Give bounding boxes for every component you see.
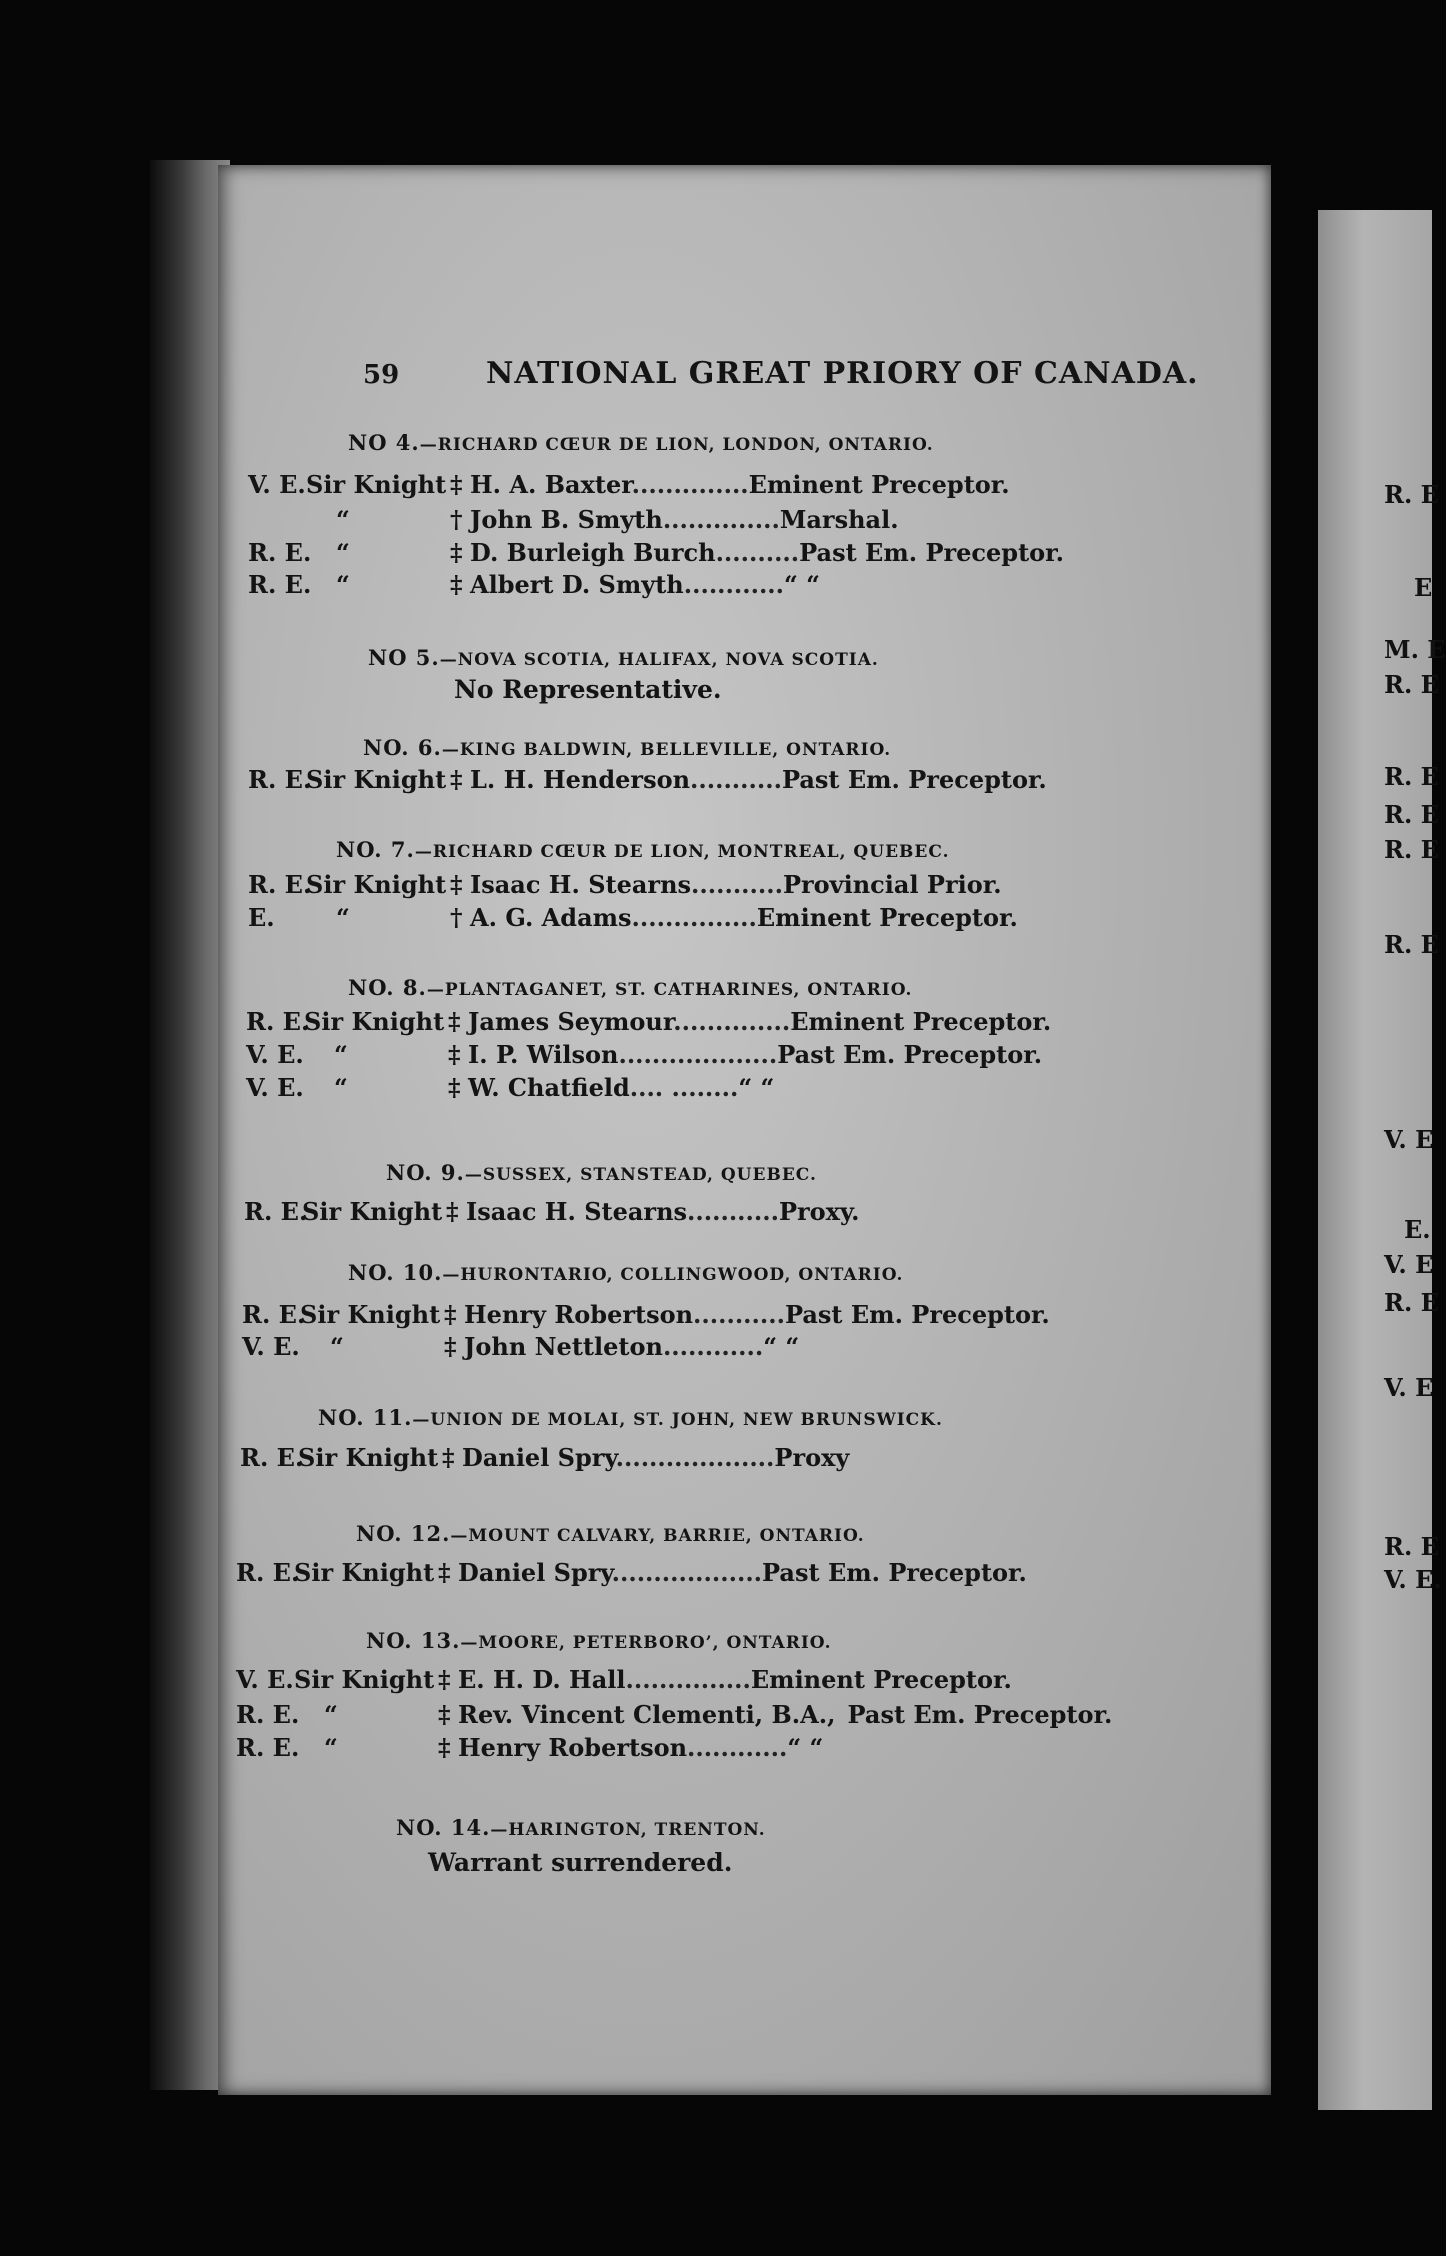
officer-title: Sir Knight [294, 1558, 435, 1587]
section-number: NO. 7. [336, 837, 415, 862]
officer-rank: R. E. [246, 1007, 310, 1036]
officer-line [458, 1558, 1027, 1587]
officer-office: Proxy [774, 1443, 850, 1472]
officer-name: I. P. Wilson [468, 1040, 619, 1069]
dot-leader: ............ [662, 1332, 764, 1361]
section-lodge: —MOORE, PETERBORO’, ONTARIO. [460, 1633, 832, 1653]
adjacent-fragment: M. E [1384, 635, 1446, 664]
section-heading [348, 975, 912, 1000]
officer-mark: ‡ [448, 1040, 461, 1069]
officer-name: W. Chatfield [468, 1073, 630, 1102]
officer-mark: ‡ [438, 1700, 451, 1729]
officer-line [470, 470, 1010, 499]
adjacent-fragment: V. E [1384, 1125, 1434, 1154]
adjacent-fragment: V. E [1384, 1250, 1434, 1279]
dot-leader: ........... [693, 1300, 785, 1329]
dot-leader: .............. [662, 505, 780, 534]
dot-leader: .......... [715, 538, 800, 567]
officer-mark: ‡ [444, 1332, 457, 1361]
officer-office: Marshal. [779, 505, 899, 534]
officer-title: “ [336, 505, 350, 534]
officer-line [468, 1073, 774, 1102]
page-content [218, 165, 1271, 2095]
adjacent-fragment: R. E [1384, 1532, 1439, 1561]
officer-title: “ [334, 1040, 348, 1069]
officer-name: Albert D. Smyth [470, 570, 684, 599]
dot-leader: ........... [690, 765, 782, 794]
officer-rank: R. E. [248, 870, 312, 899]
section-heading [348, 430, 934, 455]
officer-title: Sir Knight [302, 1197, 443, 1226]
officer-line [466, 1197, 860, 1226]
officer-mark: ‡ [442, 1443, 455, 1472]
section-number: NO. 10. [348, 1260, 443, 1285]
officer-rank: R. E. [244, 1197, 308, 1226]
officer-name: Henry Robertson [464, 1300, 694, 1329]
adjacent-fragment: E. [1404, 1215, 1431, 1244]
officer-office: Eminent Preceptor. [790, 1007, 1052, 1036]
officer-entry [236, 1558, 1027, 1588]
officer-line [470, 903, 1018, 932]
officer-entry [246, 1073, 1006, 1103]
officer-rank: V. E. [242, 1332, 300, 1361]
section-note: Warrant surrendered. [428, 1848, 733, 1877]
section-lodge: —RICHARD CŒUR DE LION, MONTREAL, QUEBEC. [414, 842, 950, 862]
section-lodge: —MOUNT CALVARY, BARRIE, ONTARIO. [450, 1526, 865, 1546]
officer-rank: R. E. [240, 1443, 304, 1472]
officer-mark: ‡ [438, 1558, 451, 1587]
section-lodge: —SUSSEX, STANSTEAD, QUEBEC. [464, 1165, 817, 1185]
officer-rank: R. E. [248, 570, 312, 599]
adjacent-fragment: R. E [1384, 835, 1439, 864]
officer-name: D. Burleigh Burch [470, 538, 716, 567]
adjacent-fragment: E [1414, 573, 1433, 602]
officer-name: James Seymour [468, 1007, 674, 1036]
officer-entry [236, 1733, 996, 1763]
officer-name: Daniel Spry [458, 1558, 612, 1587]
adjacent-fragment: V. E. [1384, 1565, 1442, 1594]
section-heading [386, 1160, 817, 1185]
officer-entry [248, 470, 1008, 500]
dot-leader: .... ........ [629, 1073, 739, 1102]
section-heading [396, 1815, 766, 1840]
officer-office: Past Em. Preceptor. [777, 1040, 1043, 1069]
officer-name: Henry Robertson [458, 1733, 688, 1762]
officer-entry [246, 1040, 1043, 1070]
officer-mark: ‡ [438, 1665, 451, 1694]
officer-rank: R. E. [236, 1558, 300, 1587]
section-heading [366, 1628, 832, 1653]
officer-title: Sir Knight [306, 765, 447, 794]
officer-title: Sir Knight [304, 1007, 445, 1036]
officer-mark: ‡ [438, 1733, 451, 1762]
officer-title: Sir Knight [306, 470, 447, 499]
officer-entry [242, 1300, 1050, 1330]
officer-mark: † [450, 903, 463, 932]
officer-rank: R. E. [248, 538, 312, 567]
officer-rank: V. E. [236, 1665, 294, 1694]
officer-title: Sir Knight [306, 870, 447, 899]
officer-office: Past Em. Preceptor. [847, 1700, 1113, 1729]
officer-line [462, 1443, 849, 1472]
adjacent-fragment: R. E [1384, 670, 1439, 699]
adjacent-fragment: R. E [1384, 762, 1439, 791]
dot-leader: ........... [687, 1197, 779, 1226]
section-heading [356, 1521, 865, 1546]
dot-leader: .............. [673, 1007, 791, 1036]
officer-name: Rev. Vincent Clementi, B.A., [458, 1700, 836, 1729]
dot-leader: .................. [611, 1558, 763, 1587]
officer-rank: V. E. [246, 1073, 304, 1102]
section-lodge: —RICHARD CŒUR DE LION, LONDON, ONTARIO. [419, 435, 934, 455]
officer-office: Eminent Preceptor. [756, 903, 1018, 932]
officer-office: “ “ [784, 570, 820, 599]
officer-rank: R. E. [236, 1733, 300, 1762]
section-lodge: —HARINGTON, TRENTON. [490, 1820, 766, 1840]
officer-rank: V. E. [246, 1040, 304, 1069]
officer-name: H. A. Baxter [470, 470, 632, 499]
dot-leader: ................... [618, 1040, 778, 1069]
officer-entry [246, 1007, 1052, 1037]
officer-title: “ [324, 1700, 338, 1729]
officer-line [464, 1300, 1050, 1329]
officer-name: Isaac H. Stearns [466, 1197, 688, 1226]
section-number: NO. 13. [366, 1628, 461, 1653]
officer-mark: ‡ [448, 1073, 461, 1102]
running-head: NATIONAL GREAT PRIORY OF CANADA. [486, 356, 1199, 391]
book-page [218, 165, 1271, 2095]
officer-mark: ‡ [450, 538, 463, 567]
officer-mark: ‡ [450, 470, 463, 499]
officer-title: “ [334, 1073, 348, 1102]
section-lodge: —NOVA SCOTIA, HALIFAX, NOVA SCOTIA. [439, 650, 879, 670]
officer-title: Sir Knight [298, 1443, 439, 1472]
adjacent-fragment: R. E [1384, 930, 1439, 959]
section-note: No Representative. [454, 675, 722, 704]
officer-name: Isaac H. Stearns [470, 870, 692, 899]
officer-mark: ‡ [450, 765, 463, 794]
officer-line [470, 505, 899, 534]
section-number: NO 4. [348, 430, 420, 455]
adjacent-page-edge [1318, 210, 1446, 2110]
officer-title: Sir Knight [300, 1300, 441, 1329]
officer-mark: ‡ [450, 870, 463, 899]
officer-line [458, 1665, 1012, 1694]
officer-name: John Nettleton [464, 1332, 663, 1361]
officer-mark: ‡ [444, 1300, 457, 1329]
officer-title: Sir Knight [294, 1665, 435, 1694]
section-heading [336, 837, 950, 862]
officer-office: Eminent Preceptor. [750, 1665, 1012, 1694]
officer-line [470, 870, 1002, 899]
section-number: NO. 8. [348, 975, 427, 1000]
officer-office: Past Em. Preceptor. [784, 1300, 1050, 1329]
officer-title: “ [336, 538, 350, 567]
adjacent-fragment: R. E [1384, 480, 1439, 509]
officer-line [464, 1332, 799, 1361]
officer-entry [242, 1332, 1002, 1362]
officer-mark: † [450, 505, 463, 534]
dot-leader: ................... [615, 1443, 775, 1472]
officer-entry [248, 903, 1018, 933]
officer-office: “ “ [763, 1332, 800, 1361]
officer-title: “ [324, 1733, 338, 1762]
officer-rank: V. E. [248, 470, 306, 499]
section-number: NO. 12. [356, 1521, 451, 1546]
officer-rank: E. [248, 903, 275, 932]
officer-title: “ [336, 903, 350, 932]
officer-name: John B. Smyth [470, 505, 663, 534]
officer-office: “ “ [787, 1733, 824, 1762]
section-lodge: —UNION DE MOLAI, ST. JOHN, NEW BRUNSWICK. [412, 1410, 943, 1430]
dot-leader: ............... [625, 1665, 751, 1694]
adjacent-fragment: R. E [1384, 1288, 1439, 1317]
officer-line [458, 1733, 823, 1762]
dot-leader: ............ [683, 570, 785, 599]
officer-name: L. H. Henderson [470, 765, 691, 794]
section-heading [318, 1405, 943, 1430]
section-number: NO 5. [368, 645, 440, 670]
officer-office: Eminent Preceptor. [748, 470, 1010, 499]
officer-entry [236, 1665, 1012, 1695]
adjacent-fragment: V. E [1384, 1373, 1434, 1402]
officer-line [458, 1700, 1112, 1729]
officer-entry [248, 570, 1008, 600]
officer-name: A. G. Adams [470, 903, 632, 932]
officer-office: Proxy. [778, 1197, 860, 1226]
officer-office: Provincial Prior. [782, 870, 1002, 899]
officer-office: “ “ [738, 1073, 775, 1102]
section-number: NO. 6. [363, 735, 442, 760]
section-number: NO. 14. [396, 1815, 491, 1840]
officer-mark: ‡ [448, 1007, 461, 1036]
officer-entry [248, 870, 1008, 900]
section-number: NO. 11. [318, 1405, 413, 1430]
section-lodge: —KING BALDWIN, BELLEVILLE, ONTARIO. [441, 740, 892, 760]
section-lodge: —PLANTAGANET, ST. CATHARINES, ONTARIO. [426, 980, 913, 1000]
officer-entry [236, 1700, 1113, 1730]
officer-entry [240, 1443, 1000, 1473]
officer-rank: R. E. [242, 1300, 306, 1329]
officer-title: “ [336, 570, 350, 599]
section-lodge: —HURONTARIO, COLLINGWOOD, ONTARIO. [442, 1265, 904, 1285]
officer-rank: R. E. [248, 765, 312, 794]
officer-rank: R. E. [236, 1700, 300, 1729]
page-number: 59 [363, 360, 400, 390]
dot-leader: .............. [631, 470, 749, 499]
officer-title: “ [330, 1332, 344, 1361]
dot-leader: ........... [691, 870, 783, 899]
officer-line [468, 1007, 1051, 1036]
section-heading [368, 645, 879, 670]
officer-entry [248, 505, 1008, 535]
officer-line [470, 570, 820, 599]
officer-name: Daniel Spry [462, 1443, 616, 1472]
officer-office: Past Em. Preceptor. [781, 765, 1047, 794]
dot-leader: ............ [687, 1733, 788, 1762]
adjacent-fragment: R. E [1384, 800, 1439, 829]
officer-line [470, 765, 1047, 794]
officer-office: Past Em. Preceptor. [762, 1558, 1027, 1587]
officer-entry [248, 765, 1047, 795]
dot-leader: ............... [631, 903, 757, 932]
officer-entry [248, 538, 1064, 568]
officer-name: E. H. D. Hall [458, 1665, 626, 1694]
officer-mark: ‡ [450, 570, 463, 599]
officer-office: Past Em. Preceptor. [799, 538, 1064, 567]
section-heading [348, 1260, 903, 1285]
section-heading [363, 735, 891, 760]
officer-line [470, 538, 1064, 567]
officer-line [468, 1040, 1042, 1069]
section-number: NO. 9. [386, 1160, 465, 1185]
officer-entry [244, 1197, 1004, 1227]
officer-mark: ‡ [446, 1197, 459, 1226]
